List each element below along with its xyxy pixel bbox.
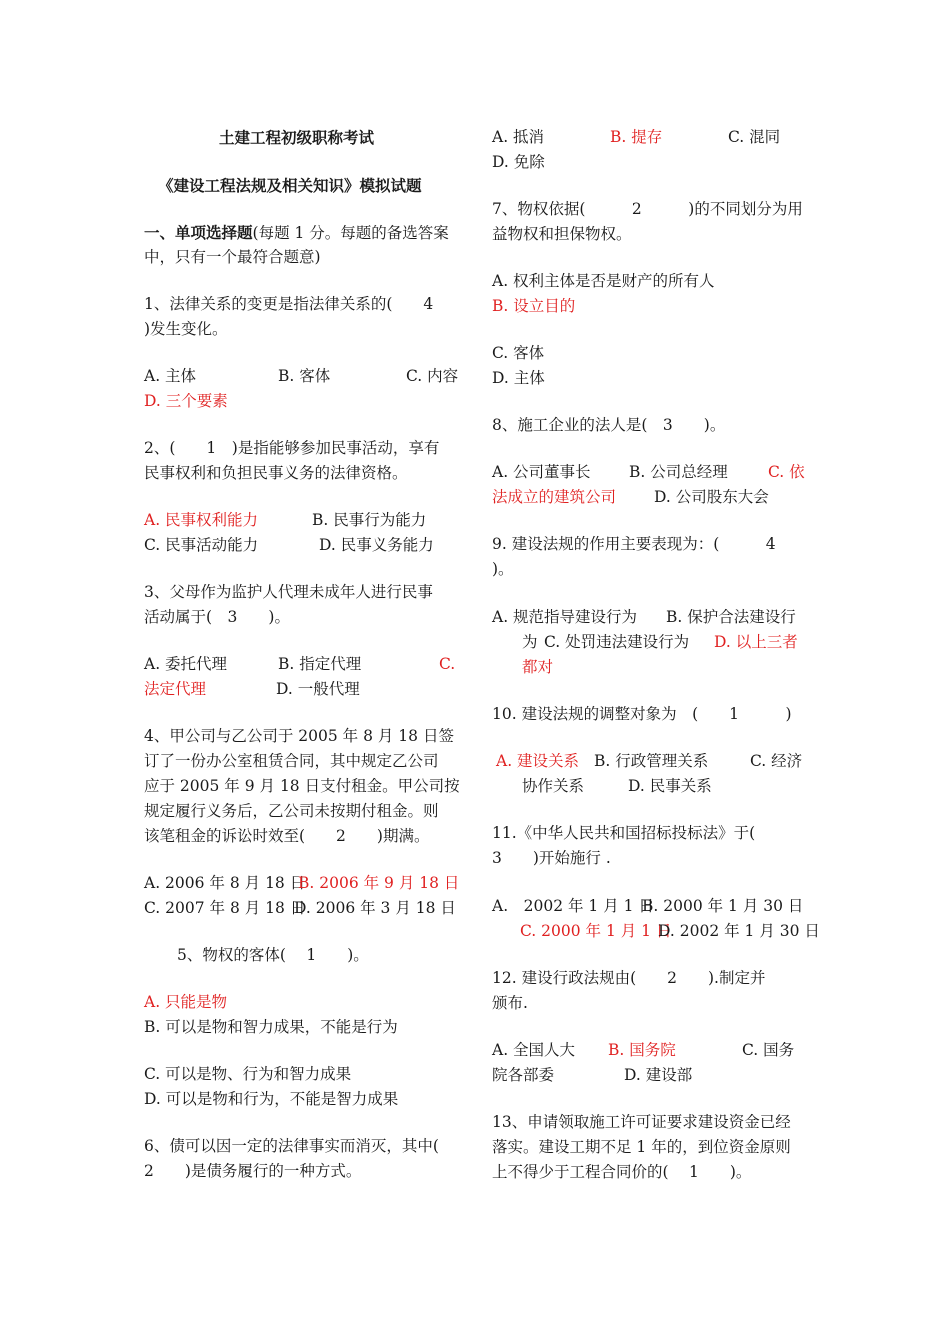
question-10-stem: 10. 建设法规的调整对象为 ( 1 ) [492, 705, 792, 723]
question-6-option-c: C. 混同 [728, 128, 781, 146]
question-5-option-d: D. 可以是物和行为，不能是智力成果 [144, 1090, 399, 1108]
question-4-option-a: A. 2006 年 8 月 18 日 [144, 874, 306, 892]
question-1-option-a: A. 主体 [144, 367, 197, 385]
question-9-stem-2: )。 [492, 560, 514, 578]
question-4-stem-2: 订了一份办公室租赁合同，其中规定乙公司 [144, 752, 439, 770]
question-2-option-a: A. 民事权利能力 [144, 511, 259, 529]
question-10-option-c: C. 经济 [750, 752, 803, 770]
question-7-stem: 7、物权依据( 2 )的不同划分为用 [492, 200, 803, 218]
question-9-option-b-cont: 为 [522, 633, 538, 651]
question-5-stem: 5、物权的客体( 1 )。 [177, 946, 369, 964]
question-2-option-b: B. 民事行为能力 [312, 511, 427, 529]
question-7-option-a: A. 权利主体是否是财产的所有人 [492, 272, 715, 290]
question-3-stem-2: 活动属于( 3 )。 [144, 608, 290, 626]
question-1-option-c: C. 内容 [406, 367, 459, 385]
question-4-stem-3: 应于 2005 年 9 月 18 日支付租金。甲公司按 [144, 777, 460, 795]
question-12-stem-2: 颁布. [492, 994, 528, 1012]
question-9-stem: 9. 建设法规的作用主要表现为：( 4 [492, 535, 776, 553]
question-5-option-b: B. 可以是物和智力成果，不能是行为 [144, 1018, 398, 1036]
question-4-option-b: B. 2006 年 9 月 18 日 [298, 874, 460, 892]
question-10-option-c-cont: 协作关系 [522, 777, 585, 795]
question-9-option-d: D. 以上三者 [714, 633, 798, 651]
question-11-option-c: C. 2000 年 1 月 1 日 [520, 922, 672, 940]
question-2-option-c: C. 民事活动能力 [144, 536, 259, 554]
question-10-option-b: B. 行政管理关系 [594, 752, 709, 770]
exam-title: 土建工程初级职称考试 [219, 128, 375, 147]
question-3-option-a: A. 委托代理 [144, 655, 228, 673]
question-1-option-b: B. 客体 [278, 367, 331, 385]
question-6-option-d: D. 免除 [492, 153, 545, 171]
question-7-option-d: D. 主体 [492, 369, 545, 387]
question-11-stem-2: 3 )开始施行 . [492, 849, 611, 867]
question-4-stem-5: 该笔租金的诉讼时效至( 2 )期满。 [144, 827, 430, 845]
question-3-stem: 3、父母作为监护人代理未成年人进行民事 [144, 583, 433, 601]
question-9-option-d-cont: 都对 [522, 658, 554, 676]
question-3-option-c-label: C. [439, 655, 456, 673]
question-6-stem: 6、债可以因一定的法律事实而消灭，其中( [144, 1137, 439, 1155]
question-4-stem: 4、甲公司与乙公司于 2005 年 8 月 18 日签 [144, 727, 454, 745]
question-12-option-b: B. 国务院 [608, 1041, 676, 1059]
question-7-stem-2: 益物权和担保物权。 [492, 225, 632, 243]
question-7-option-b: B. 设立目的 [492, 297, 576, 315]
question-8-option-c: 法成立的建筑公司 [492, 488, 617, 506]
question-8-option-a: A. 公司董事长 [492, 463, 591, 481]
question-13-stem-2: 落实。建设工期不足 1 年的，到位资金原则 [492, 1138, 791, 1156]
question-7-option-c: C. 客体 [492, 344, 545, 362]
question-11-option-b: B. 2000 年 1 月 30 日 [642, 897, 804, 915]
question-3-option-c: 法定代理 [144, 680, 207, 698]
question-12-option-a: A. 全国人大 [492, 1041, 576, 1059]
question-8-stem: 8、施工企业的法人是( 3 )。 [492, 416, 726, 434]
question-1-stem: 1、法律关系的变更是指法律关系的( 4 [144, 295, 434, 313]
question-2-option-d: D. 民事义务能力 [319, 536, 434, 554]
question-3-option-d: D. 一般代理 [276, 680, 360, 698]
question-13-stem-3: 上不得少于工程合同价的( 1 )。 [492, 1163, 752, 1181]
question-1-stem-2: )发生变化。 [144, 320, 228, 338]
section-note: (每题 1 分。每题的备选答案 [252, 224, 449, 242]
question-6-stem-2: 2 )是债务履行的一种方式。 [144, 1162, 362, 1180]
section-note-2: 中，只有一个最符合题意) [144, 248, 321, 266]
question-11-option-d: D. 2002 年 1 月 30 日 [658, 922, 820, 940]
question-9-option-c: C. 处罚违法建设行为 [544, 633, 690, 651]
question-4-stem-4: 规定履行义务后，乙公司未按期付租金。则 [144, 802, 439, 820]
question-11-option-a: A. 2002 年 1 月 1 日 [492, 897, 654, 915]
question-4-option-c: C. 2007 年 8 月 18 日 [144, 899, 306, 917]
question-8-option-c-label: C. 依 [768, 463, 805, 481]
exam-subtitle: 《建设工程法规及相关知识》模拟试题 [158, 176, 422, 195]
question-11-stem: 11.《中华人民共和国招标投标法》于( [492, 824, 756, 842]
question-10-option-a: A. 建设关系 [496, 752, 580, 770]
question-12-stem: 12. 建设行政法规由( 2 ).制定并 [492, 969, 766, 987]
question-8-option-d: D. 公司股东大会 [654, 488, 769, 506]
question-10-option-d: D. 民事关系 [628, 777, 712, 795]
section-heading-line [144, 220, 449, 246]
question-6-option-a: A. 抵消 [492, 128, 545, 146]
question-8-option-b: B. 公司总经理 [629, 463, 728, 481]
question-2-stem: 2、( 1 )是指能够参加民事活动，享有 [144, 439, 440, 457]
question-1-option-d: D. 三个要素 [144, 392, 228, 410]
question-12-option-c-cont: 院各部委 [492, 1066, 555, 1084]
question-12-option-c: C. 国务 [742, 1041, 795, 1059]
question-5-option-a: A. 只能是物 [144, 993, 228, 1011]
question-5-option-c: C. 可以是物、行为和智力成果 [144, 1065, 352, 1083]
question-6-option-b: B. 提存 [610, 128, 663, 146]
question-9-option-a: A. 规范指导建设行为 [492, 608, 638, 626]
question-3-option-b: B. 指定代理 [278, 655, 362, 673]
question-2-stem-2: 民事权利和负担民事义务的法律资格。 [144, 464, 408, 482]
section-heading: 一、单项选择题 [144, 223, 253, 242]
question-13-stem: 13、申请领取施工许可证要求建设资金已经 [492, 1113, 791, 1131]
question-12-option-d: D. 建设部 [624, 1066, 693, 1084]
question-9-option-b: B. 保护合法建设行 [666, 608, 796, 626]
question-4-option-d: D. 2006 年 3 月 18 日 [294, 899, 456, 917]
